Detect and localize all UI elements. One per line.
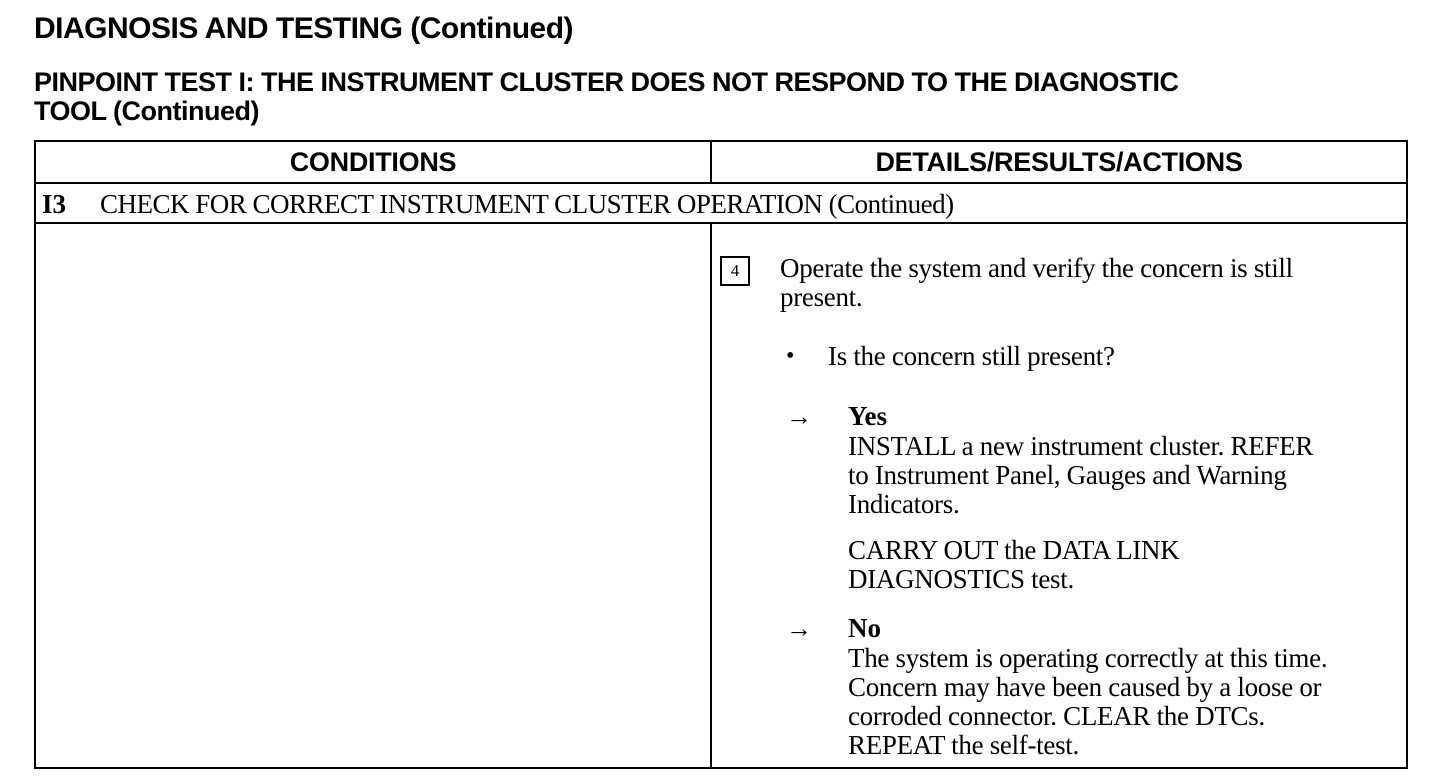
question-text: Is the concern still present? (828, 341, 1115, 371)
diagnostic-table (34, 140, 1408, 769)
step-id: I3 (42, 189, 67, 219)
instruction-text (780, 254, 1293, 312)
no-action-line-1: The system is operating correctly at this time. (848, 643, 1328, 673)
yes-action-text (848, 432, 1313, 519)
yes-action-line-2: to Instrument Panel, Gauges and Warning (848, 460, 1287, 490)
no-label: No (848, 613, 881, 643)
arrow-right-icon: → (786, 402, 812, 431)
yes-action2-line-2: DIAGNOSTICS test. (848, 564, 1074, 594)
yes-action2-text (848, 536, 1179, 594)
yes-action2-line-1: CARRY OUT the DATA LINK (848, 535, 1180, 565)
bullet-icon: • (786, 343, 795, 369)
no-action-text (848, 644, 1327, 760)
conditions-cell (36, 224, 712, 767)
instruction-line-1: Operate the system and verify the concern is still (780, 253, 1293, 283)
no-action-line-3: corroded connector. CLEAR the DTCs. (848, 701, 1265, 731)
instruction-line-2: present. (780, 282, 863, 312)
details-cell (712, 224, 1406, 767)
pinpoint-test-title-line-2: TOOL (Continued) (34, 96, 259, 126)
no-action-line-4: REPEAT the self-test. (848, 730, 1079, 760)
yes-label: Yes (848, 401, 887, 431)
pinpoint-test-title-line-1: PINPOINT TEST I: THE INSTRUMENT CLUSTER DOES NOT RESPOND TO THE DIAGNOSTIC (34, 67, 1179, 97)
column-header-details: DETAILS/RESULTS/ACTIONS (712, 142, 1406, 184)
step-number-box: 4 (720, 256, 750, 286)
yes-action-line-3: Indicators. (848, 489, 960, 519)
pinpoint-test-title (34, 68, 1414, 126)
yes-action-line-1: INSTALL a new instrument cluster. REFER (848, 431, 1314, 461)
column-header-conditions: CONDITIONS (36, 142, 712, 184)
no-action-line-2: Concern may have been caused by a loose or (848, 672, 1322, 702)
page-title: DIAGNOSIS AND TESTING (Continued) (34, 12, 574, 45)
step-title: CHECK FOR CORRECT INSTRUMENT CLUSTER OPERATION (Continued) (100, 189, 954, 219)
arrow-right-icon: → (786, 614, 812, 643)
step-row (36, 184, 1406, 224)
